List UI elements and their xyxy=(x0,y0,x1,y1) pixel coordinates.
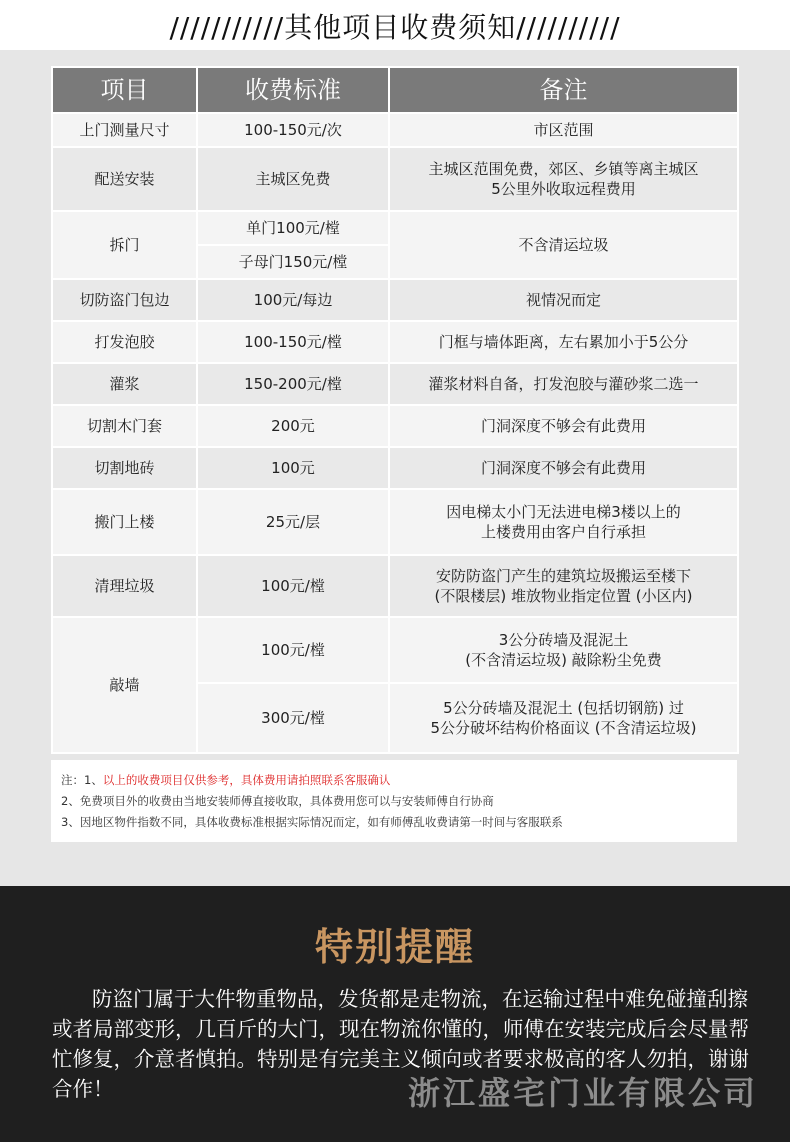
cell-item: 灌浆 xyxy=(52,363,197,405)
cell-fee: 100-150元/樘 xyxy=(197,321,389,363)
note-line-1 xyxy=(61,770,727,791)
cell-item: 打发泡胶 xyxy=(52,321,197,363)
table-row xyxy=(52,113,738,147)
note-line: 3公分砖墙及混泥土 xyxy=(498,631,629,649)
cell-note xyxy=(389,147,738,211)
table-header-row xyxy=(52,67,738,113)
note-line: 5公分破坏结构价格面议 (不含清运垃圾) xyxy=(430,719,697,737)
reminder-text: 防盗门属于大件物重物品，发货都是走物流，在运输过程中难免碰撞刮擦或者局部变形，几百斤的大门，现在物流你懂的，师傅在安装完成后会尽量帮忙修复，介意者慎拍。特别是有完美主义倾向或者要求极高的客人勿拍，谢谢合作！ xyxy=(52,987,749,1101)
note-line: 上楼费用由客户自行承担 xyxy=(480,523,646,541)
cell-fee: 100-150元/次 xyxy=(197,113,389,147)
cell-item: 配送安装 xyxy=(52,147,197,211)
table-row xyxy=(52,279,738,321)
special-reminder-section xyxy=(0,886,790,1142)
table-row xyxy=(52,321,738,363)
cell-note: 灌浆材料自备，打发泡胶与灌砂浆二选一 xyxy=(389,363,738,405)
note-warning: 以上的收费项目仅供参考，具体费用请拍照联系客服确认 xyxy=(102,773,391,787)
note-line: 5公分砖墙及混泥土 (包括切钢筋) 过 xyxy=(443,699,684,717)
cell-item: 清理垃圾 xyxy=(52,555,197,617)
cell-fee: 300元/樘 xyxy=(197,683,389,753)
cell-note xyxy=(389,489,738,555)
page-title: ///////////其他项目收费须知////////// xyxy=(169,11,621,44)
cell-fee: 100元 xyxy=(197,447,389,489)
table-row xyxy=(52,617,738,683)
fee-table xyxy=(51,66,739,754)
cell-fee: 主城区免费 xyxy=(197,147,389,211)
table-row xyxy=(52,447,738,489)
cell-note: 市区范围 xyxy=(389,113,738,147)
cell-note: 门框与墙体距离，左右累加小于5公分 xyxy=(389,321,738,363)
cell-fee: 单门100元/樘 xyxy=(197,211,389,245)
cell-note: 不含清运垃圾 xyxy=(389,211,738,279)
cell-note: 视情况而定 xyxy=(389,279,738,321)
table-row xyxy=(52,405,738,447)
cell-fee: 150-200元/樘 xyxy=(197,363,389,405)
note-prefix: 注：1、 xyxy=(61,773,103,787)
fee-notes xyxy=(51,760,737,842)
cell-fee: 子母门150元/樘 xyxy=(197,245,389,279)
note-line-2: 2、免费项目外的收费由当地安装师傅直接收取，具体费用您可以与安装师傅自行协商 xyxy=(61,794,494,808)
table-row xyxy=(52,489,738,555)
cell-note xyxy=(389,683,738,753)
table-row xyxy=(52,147,738,211)
note-line-3: 3、因地区物件指数不同，具体收费标准根据实际情况而定，如有师傅乱收费请第一时间与客服联系 xyxy=(61,815,563,829)
cell-item: 拆门 xyxy=(52,211,197,279)
cell-item: 搬门上楼 xyxy=(52,489,197,555)
fee-panel xyxy=(0,50,790,886)
note-line: (不限楼层) 堆放物业指定位置 (小区内) xyxy=(434,587,693,605)
cell-fee: 25元/层 xyxy=(197,489,389,555)
cell-item: 切防盗门包边 xyxy=(52,279,197,321)
header-note: 备注 xyxy=(389,67,738,113)
note-line: (不含清运垃圾) 敲除粉尘免费 xyxy=(465,651,662,669)
note-line: 因电梯太小门无法进电梯3楼以上的 xyxy=(446,503,681,521)
header-item: 项目 xyxy=(52,67,197,113)
note-line: 安防防盗门产生的建筑垃圾搬运至楼下 xyxy=(435,567,691,585)
cell-note: 门洞深度不够会有此费用 xyxy=(389,405,738,447)
cell-fee: 200元 xyxy=(197,405,389,447)
cell-fee: 100元/樘 xyxy=(197,555,389,617)
table-row xyxy=(52,211,738,245)
note-line: 主城区范围免费，郊区、乡镇等离主城区 xyxy=(428,160,699,178)
header-fee: 收费标准 xyxy=(197,67,389,113)
cell-fee: 100元/樘 xyxy=(197,617,389,683)
cell-note xyxy=(389,617,738,683)
company-watermark: 浙江盛宅门业有限公司 xyxy=(407,1074,758,1112)
cell-item: 敲墙 xyxy=(52,617,197,753)
cell-item: 切割木门套 xyxy=(52,405,197,447)
cell-fee: 100元/每边 xyxy=(197,279,389,321)
reminder-title: 特别提醒 xyxy=(314,925,475,969)
note-line: 5公里外收取远程费用 xyxy=(491,180,636,198)
cell-item: 切割地砖 xyxy=(52,447,197,489)
cell-item: 上门测量尺寸 xyxy=(52,113,197,147)
cell-note xyxy=(389,555,738,617)
cell-note: 门洞深度不够会有此费用 xyxy=(389,447,738,489)
table-row xyxy=(52,555,738,617)
table-row xyxy=(52,363,738,405)
